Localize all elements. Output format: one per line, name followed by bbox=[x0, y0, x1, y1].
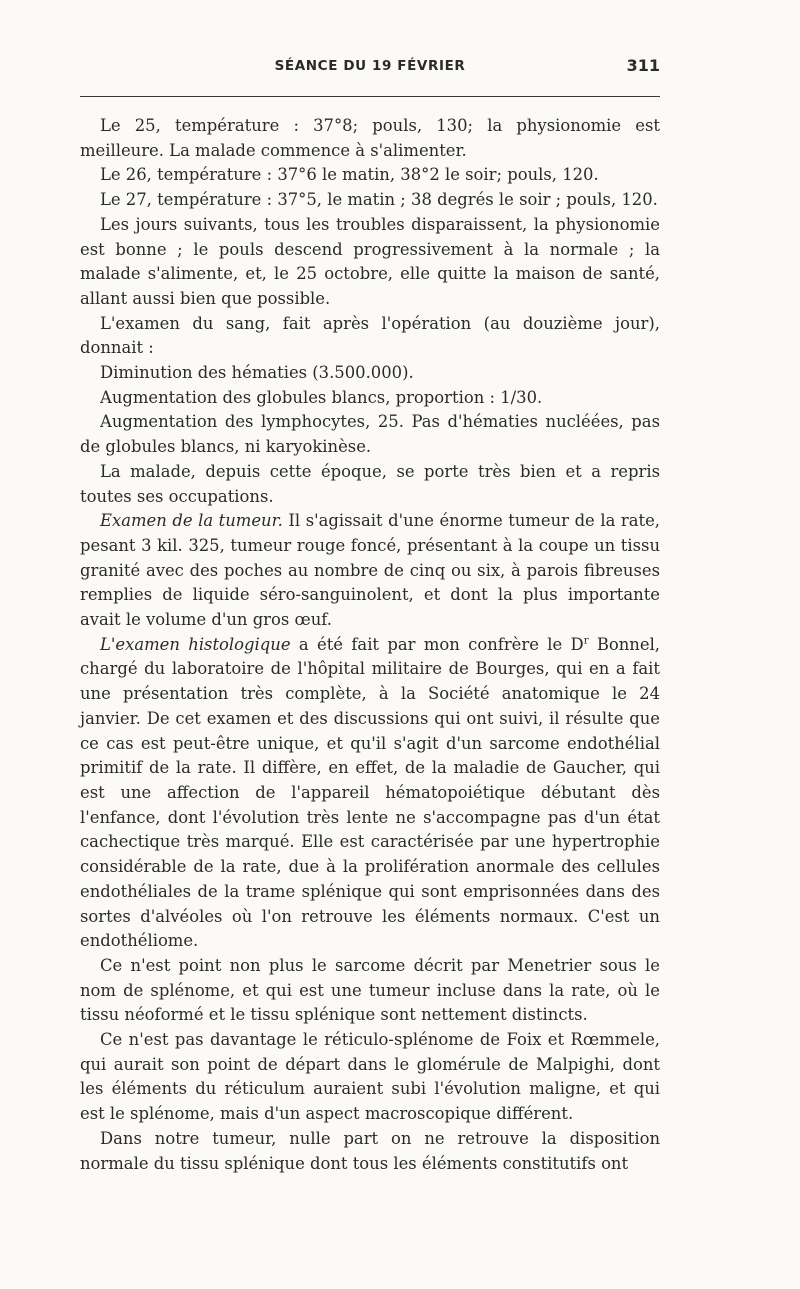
page-number: 311 bbox=[626, 56, 660, 75]
page-header bbox=[80, 52, 660, 84]
paragraph: Ce n'est point non plus le sarcome décrit par Menetrier sous le nom de splénome, et qui est une tumeur incluse dans la rate, où le tissu néoformé et le tissu splénique sont nettement distincts. bbox=[80, 955, 660, 1025]
paragraph bbox=[80, 509, 660, 633]
title-superscript: r bbox=[583, 635, 589, 647]
paragraph: Augmentation des lymphocytes, 25. Pas d'hématies nucléées, pas de globules blancs, ni karyokinèse. bbox=[80, 412, 660, 457]
paragraph-text: Il s'agissait d'une énorme tumeur de la rate, pesant 3 kil. 325, tumeur rouge foncé, présentant à la coupe un tissu granité avec des poches au nombre de cinq ou six, à parois fibreuses remplies de liquide séro-sanguinolent, et dont la plus importante avait le volume d'un gros œuf. bbox=[80, 511, 660, 630]
paragraph: Dans notre tumeur, nulle part on ne retrouve la disposition normale du tissu splénique dont tous les éléments constitutifs ont bbox=[80, 1128, 660, 1173]
paragraph: Le 25, température : 37°8; pouls, 130; la physionomie est meilleure. La malade commence à s'alimenter. bbox=[80, 116, 660, 160]
paragraph: Le 26, température : 37°6 le matin, 38°2 le soir; pouls, 120. bbox=[100, 165, 599, 185]
paragraph: Diminution des hématies (3.500.000). bbox=[100, 363, 414, 383]
paragraph: Le 27, température : 37°5, le matin ; 38 degrés le soir ; pouls, 120. bbox=[100, 190, 658, 210]
italic-heading: Examen de la tumeur. bbox=[100, 511, 283, 531]
body-text bbox=[80, 114, 660, 1176]
paragraph: La malade, depuis cette époque, se porte très bien et a repris toutes ses occupations. bbox=[80, 461, 660, 506]
paragraph: L'examen du sang, fait après l'opération (au douzième jour), donnait : bbox=[80, 313, 660, 358]
paragraph: Augmentation des globules blancs, proportion : 1/30. bbox=[100, 387, 543, 407]
paragraph: Les jours suivants, tous les troubles disparaissent, la physionomie est bonne ; le pouls descend progressivement à la normale ; la malade s'alimente, et, le 25 octobre, elle quitte la maison de santé, allant aussi bien que possible. bbox=[80, 214, 660, 308]
book-page bbox=[80, 0, 660, 1289]
paragraph-text: a été fait par mon confrère le D bbox=[290, 634, 584, 654]
paragraph-text: Bonnel, chargé du laboratoire de l'hôpital militaire de Bourges, qui en a fait une présentation très complète, à la Société anatomique le 24 janvier. De cet examen et des discussions qui ont suivi, il résulte que ce cas est peut-être unique, et qu'il s'agit d'un sarcome endothélial primitif de la rate. Il diffère, en effet, de la maladie de Gaucher, qui est une affection de l'appareil hématopoiétique débutant dès l'enfance, dont l'évolution très lente ne s'accompagne pas d'un état cachectique très marqué. Elle est caractérisée par une hypertrophie considérable de la rate, due à la prolifération anormale des cellules endothéliales de la trame splénique qui sont emprisonnées dans des sortes d'alvéoles où l'on retrouve les éléments normaux. C'est un endothéliome. bbox=[80, 634, 661, 951]
paragraph bbox=[80, 633, 660, 954]
italic-heading: L'examen histologique bbox=[100, 634, 291, 654]
header-rule bbox=[80, 96, 660, 97]
paragraph: Ce n'est pas davantage le réticulo-splénome de Foix et Rœmmele, qui aurait son point de départ dans le glomérule de Malpighi, dont les éléments du réticulum auraient subi l'évolution maligne, et qui est le splénome, mais d'un aspect macroscopique différent. bbox=[80, 1030, 660, 1124]
running-title: SÉANCE DU 19 FÉVRIER bbox=[274, 58, 466, 74]
